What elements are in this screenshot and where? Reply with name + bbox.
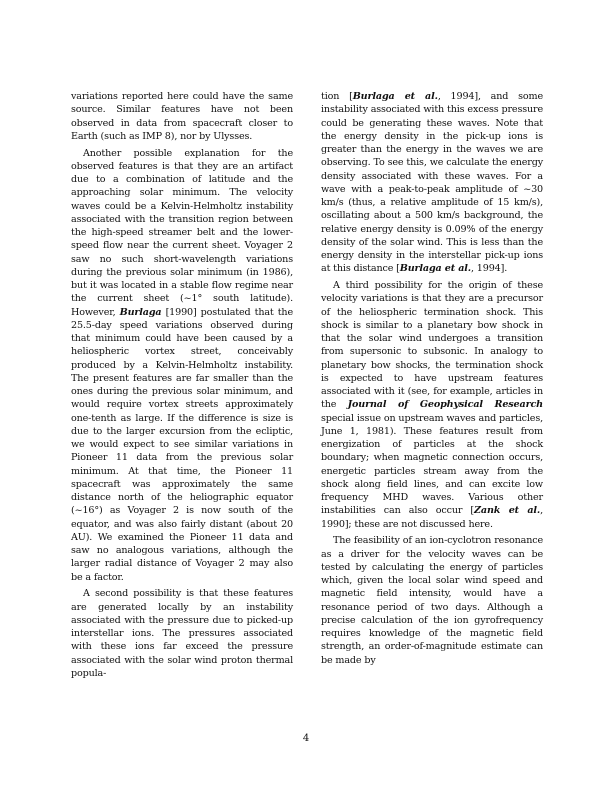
body-text: A third possibility for the origin of these velocity variations is that they are a precursor of the heliospheric termination shock. This shock is similar to a planetary bow shock in that the solar wind undergoes a transition from supersonic to subsonic. In analogy to planetary bow shocks, the termination shock is expected to have upstream features associated with it (see, for example, articles in the: [321, 280, 543, 411]
body-text: A second possibility is that these features are generated locally by an instability associated with the pressure due to picked-up interstellar ions. The pressures associated with these ions far exceed the pressure associated with the solar wind proton thermal popula-: [71, 588, 293, 679]
citation-text: Burlaga et al.: [352, 91, 438, 102]
paragraph-p6: [321, 534, 543, 667]
body-text: , 1994], and some instability associated with this excess pressure could be generating these waves. Note that the energy density in the pick-up ions is greater than the energy in the waves we are observing. To see this, we calculate the energy density associated with these waves. For a wave with a peak-to-peak amplitude of ~30 km/s (thus, a relative amplitude of 15 km/s), oscillating about a 500 km/s background, the relative energy density is 0.09% of the energy density of the solar wind. This is less than the energy density in the interstellar pick-up ions at this distance [: [321, 91, 543, 275]
right-column: [321, 90, 543, 670]
body-text: tion [: [321, 91, 353, 102]
left-column: [71, 90, 293, 684]
body-text: variations reported here could have the same source. Similar features have not been observed in data from spacecraft closer to Earth (such as IMP 8), nor by Ulysses.: [71, 91, 293, 142]
paragraph-p2: [71, 147, 293, 584]
paragraph-p3: [71, 587, 293, 680]
body-text: special issue on upstream waves and particles, June 1, 1981). These features result from energization of particles at the shock boundary; when magnetic connection occurs, energetic particles stream away from the shock along field lines, and can excite low frequency MHD waves. Various other instabilities can also occur [: [321, 412, 543, 517]
page-number: 4: [302, 733, 310, 744]
paragraph-p5: [321, 279, 543, 531]
citation-text: Burlaga: [119, 306, 162, 318]
citation-text: Journal of Geophysical Research: [347, 399, 543, 411]
body-text: Another possible explanation for the observed features is that they are an artifact due to a combination of latitude and the approaching solar minimum. The velocity waves could be a Kelvin-Helmholtz instability associated with the transition region between the high-speed streamer belt and the lower-speed flow near the current sheet. Voyager 2 saw no such short-wavelength variations during the previous solar minimum (in 1986), but it was located in a stable flow regime near the current sheet (~1° south latitude). However,: [71, 147, 293, 318]
body-text: [1990] postulated that the 25.5-day speed variations observed during that minimum could have been caused by a heliospheric vortex street, conceivably produced by a Kelvin-Helmholtz instability. The present features are far smaller than the ones during the previous solar minimum, and would require vortex streets approximately one-tenth as large. If the difference is size is due to the larger excursion from the ecliptic, we would expect to see similar variations in Pioneer 11 data from the previous solar minimum. At that time, the Pioneer 11 spacecraft was approximately the same distance north of the heliographic equator (~16°) as Voyager 2 is now south of the equator, and was also fairly distant (about 20 AU). We examined the Pioneer 11 data and saw no analogous variations, although the larger radial distance of Voyager 2 may also be a factor.: [71, 306, 293, 583]
paragraph-p4: [321, 90, 543, 276]
citation-text: Burlaga et al.: [399, 263, 471, 275]
body-text: The feasibility of an ion-cyclotron resonance as a driver for the velocity waves can be tested by calculating the energy of particles which, given the local solar wind speed and magnetic field intensity, would have a resonance period of two days. Although a precise calculation of the ion gyrofrequency requires knowledge of the magnetic field strength, an order-of-magnitude estimate can be made by: [321, 535, 543, 666]
body-text: , 1990]; these are not discussed here.: [321, 505, 544, 530]
paragraph-p1: [71, 90, 293, 143]
citation-text: Zank et al.: [474, 505, 541, 517]
body-text: , 1994].: [470, 263, 508, 275]
